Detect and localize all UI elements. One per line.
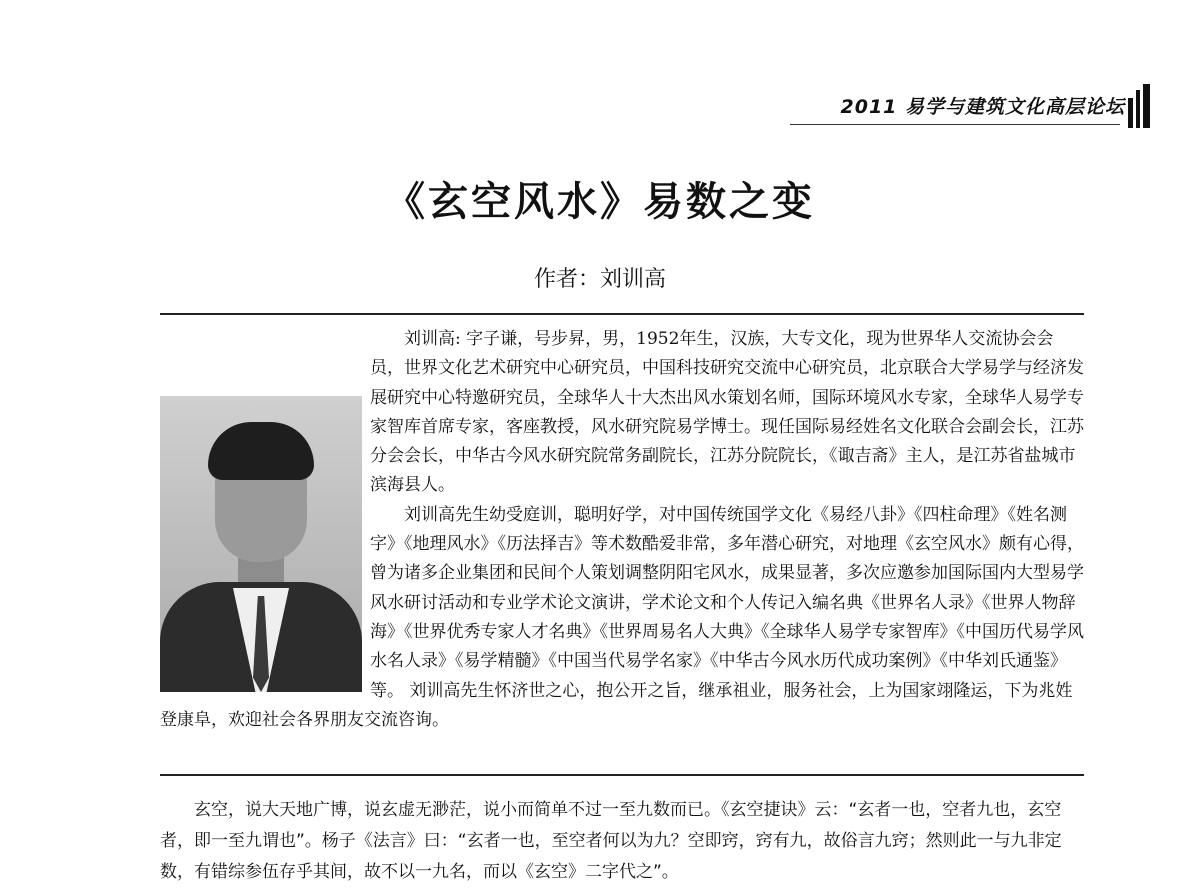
body-paragraph-1: 玄空，说大天地广博，说玄虚无渺茫，说小而简单不过一至九数而已。《玄空捷诀》云：“玄者一也，空者九也，玄空者，即一至九谓也”。杨子《法言》曰：“玄者一也，至空者何以为九？空即窍，窍有九，故俗言九窍；然则此一与九非定数，有错综参伍存乎其间，故不以一九名，而以《玄空》二字代之”。 bbox=[160, 800, 1062, 882]
bio-top-rule bbox=[160, 313, 1084, 315]
bio-bottom-rule bbox=[160, 774, 1084, 776]
header-bars-decoration bbox=[1128, 84, 1150, 128]
article-title: 《玄空风水》易数之变 bbox=[385, 179, 815, 225]
header-rule bbox=[790, 124, 1120, 125]
running-header-title: 2011 易学与建筑文化高层论坛 bbox=[840, 96, 1125, 118]
bio-paragraph-2: 刘训高先生幼受庭训，聪明好学，对中国传统国学文化《易经八卦》《四柱命理》《姓名测字》《地理风水》《历法择吉》等术数酷爱非常，多年潜心研究，对地理《玄空风水》颇有心得，曾为诸多企业集团和民间个人策划调整阴阳宅风水，成果显著，多次应邀参加国际国内大型易学风水研讨活动和专业学术论文演讲，学术论文和个人传记入编名典《世界名人录》《世界人物辞海》《世界优秀专家人才名典》《世界周易名人大典》《全球华人易学专家智库》《中国历代易学风水名人录》《易学精髓》《中国当代易学名家》《中华古今风水历代成功案例》《中华刘氏通鉴》等。 刘训高先生怀济世之心，抱公开之旨，继承祖业，服务社会，上为国家翊隆运，下为兆姓登康阜，欢迎社会各界朋友交流咨询。 bbox=[160, 504, 1084, 730]
author-bio bbox=[160, 325, 1084, 735]
bio-paragraph-1: 刘训高: 字子谦，号步昇，男，1952年生，汉族，大专文化，现为世界华人交流协会会员，世界文化艺术研究中心研究员，中国科技研究交流中心研究员，北京联合大学易学与经济发展研究中心特邀研究员，全球华人十大杰出风水策划名师，国际环境风水专家，全球华人易学专家智库首席专家，客座教授，风水研究院易学博士。现任国际易经姓名文化联合会副会长，江苏分会会长，中华古今风水研究院常务副院长，江苏分院院长，《诹吉斋》主人，是江苏省盐城市滨海县人。 bbox=[370, 329, 1084, 496]
author-line: 作者：刘训高 bbox=[533, 267, 666, 292]
